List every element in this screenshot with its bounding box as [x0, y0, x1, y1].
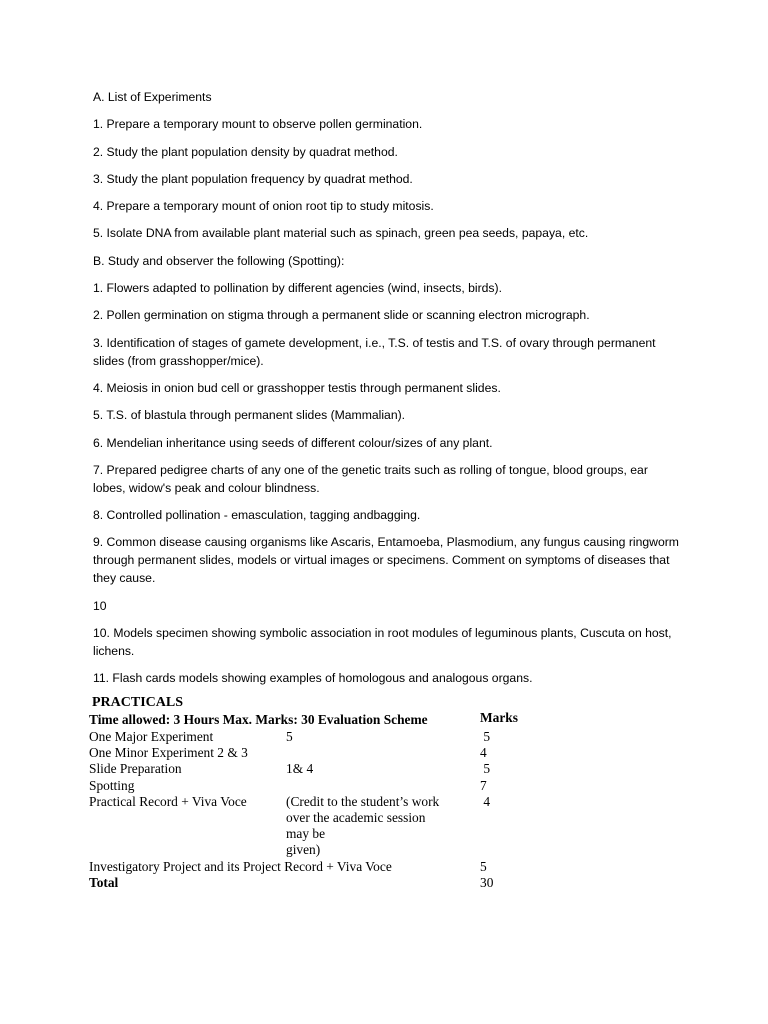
table-row: [89, 778, 509, 794]
row-marks: 4: [480, 745, 487, 761]
section-b-heading: B. Study and observer the following (Spotting):: [93, 253, 345, 268]
row-mid: 5: [286, 729, 293, 744]
row-name: Practical Record + Viva Voce: [89, 793, 247, 809]
row-marks: 4: [480, 793, 491, 809]
list-item: 4. Meiosis in onion bud cell or grasshopper testis through permanent slides.: [93, 380, 501, 395]
total-row: [89, 875, 509, 891]
list-item: 7. Prepared pedigree charts of any one of the genetic traits such as rolling of tongue, blood groups, ear lobes, widow's peak and colour blindness.: [93, 462, 648, 495]
marks-header: Marks: [480, 710, 518, 725]
list-item: 10. Models specimen showing symbolic association in root modules of leguminous plants, Cuscuta on host, lichens.: [93, 626, 672, 659]
list-item: 2. Pollen germination on stigma through a permanent slide or scanning electron micrograph.: [93, 308, 590, 323]
list-item: 3. Study the plant population frequency by quadrat method.: [93, 171, 413, 186]
table-row: [89, 761, 509, 777]
total-marks: 30: [480, 874, 494, 890]
row-marks: 5: [480, 761, 491, 777]
row-name: Spotting: [89, 777, 135, 793]
experiments-list: [93, 88, 683, 697]
page-number-text: 10: [93, 598, 107, 613]
list-item: 11. Flash cards models showing examples of homologous and analogous organs.: [93, 671, 533, 686]
list-item: 2. Study the plant population density by quadrat method.: [93, 144, 398, 159]
table-row: [89, 745, 509, 761]
list-item: 5. T.S. of blastula through permanent slides (Mammalian).: [93, 408, 406, 423]
row-name: One Major Experiment: [89, 729, 214, 744]
list-item: 6. Mendelian inheritance using seeds of different colour/sizes of any plant.: [93, 435, 493, 450]
section-a-heading: A. List of Experiments: [93, 90, 212, 104]
row-name: Slide Preparation: [89, 761, 182, 777]
total-label: Total: [89, 874, 119, 890]
row-mid-text-end: given): [286, 842, 321, 858]
row-marks: 7: [480, 777, 487, 793]
list-item: 1. Prepare a temporary mount to observe pollen germination.: [93, 117, 423, 132]
practicals-title: PRACTICALS: [92, 695, 184, 710]
list-item: 5. Isolate DNA from available plant material such as spinach, green pea seeds, papaya, etc.: [93, 226, 589, 241]
row-name: Investigatory Project and its Project Record + Viva Voce: [89, 858, 392, 874]
list-item: 4. Prepare a temporary mount of onion root tip to study mitosis.: [93, 199, 434, 214]
table-row: [89, 859, 509, 875]
list-item: 3. Identification of stages of gamete development, i.e., T.S. of testis and T.S. of ovary through permanent slides (from grasshopper/mice).: [93, 335, 656, 368]
row-name: One Minor Experiment 2 & 3: [89, 745, 248, 761]
row-mid-text: (Credit to the student’s work over the academic session may be: [286, 793, 440, 842]
row-mid: 1& 4: [286, 761, 314, 777]
list-item: 8. Controlled pollination - emasculation, tagging andbagging.: [93, 508, 421, 523]
row-marks: 5: [480, 729, 491, 744]
table-row: [89, 794, 509, 859]
row-marks: 5: [480, 858, 487, 874]
table-header-row: [89, 710, 518, 729]
table-row: [89, 729, 509, 745]
practicals-table: [89, 695, 518, 891]
list-item: 1. Flowers adapted to pollination by different agencies (wind, insects, birds).: [93, 281, 502, 296]
row-mid: [286, 794, 451, 859]
list-item: 9. Common disease causing organisms like Ascaris, Entamoeba, Plasmodium, any fungus causing ringworm through permanent slides, models or virtual images or specimens. Comment on symptoms of diseases that they cause.: [93, 535, 679, 586]
table-header: Time allowed: 3 Hours Max. Marks: 30 Evaluation Scheme: [89, 712, 428, 727]
